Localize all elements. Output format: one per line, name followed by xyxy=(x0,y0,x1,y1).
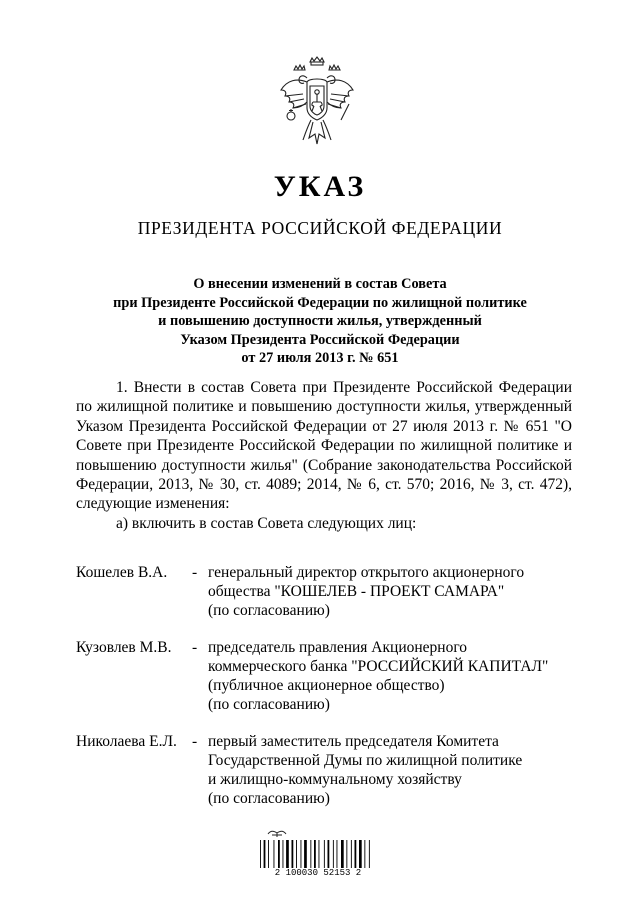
coat-of-arms-icon xyxy=(277,56,357,148)
title-line: при Президенте Российской Федерации по жилищной политике xyxy=(113,294,527,311)
subpoint-a: а) включить в состав Совета следующих лиц: xyxy=(116,514,417,532)
document-body xyxy=(76,378,572,533)
barcode-bar xyxy=(296,840,297,868)
barcode-bar xyxy=(286,840,289,868)
member-position-line: генеральный директор открытого акционерного xyxy=(208,564,525,581)
barcode-bar xyxy=(355,840,357,868)
title-line: Указом Президента Российской Федерации xyxy=(180,331,460,348)
member-position xyxy=(208,732,578,808)
member-position-line: первый заместитель председателя Комитета xyxy=(208,733,499,750)
member-position-line: Государственной Думы по жилищной политике xyxy=(208,752,523,769)
barcode-bar xyxy=(301,840,302,868)
barcode-bar xyxy=(359,840,362,868)
barcode-bar xyxy=(274,840,275,868)
barcode-bar xyxy=(260,840,261,868)
title-line: О внесении изменений в состав Совета xyxy=(193,276,447,292)
barcode-number: 2 100030 52153 2 xyxy=(274,868,362,878)
barcode-bar xyxy=(337,840,338,868)
barcode-bar xyxy=(324,840,325,868)
member-position-line: (по согласованию) xyxy=(208,696,330,713)
barcode-bar xyxy=(314,840,316,868)
paragraph-1: 1. Внести в состав Совета при Президенте Российской Федерации по жилищной политике и повышению доступности жилья, утвержденный Указом Президента Российской Федерации от 27 июля 2013 г. № 651 "О Совете при Президенте Российской Федерации по жилищной политике и повышению доступности жилья" (Собрание законодательства Российской Федерации, 2013, № 30, ст. 4089; 2014, № 6, ст. 570; 2016, № 3, ст. 472), следующие изменения: xyxy=(76,379,572,513)
member-position-line: и жилищно-коммунальному хозяйству xyxy=(208,771,462,788)
title-line: и повышению доступности жилья, утвержденный xyxy=(158,313,482,329)
member-position xyxy=(208,563,578,620)
member-name: Кузовлев М.В. xyxy=(76,639,172,656)
barcode-bar xyxy=(369,840,370,868)
member-position-line: (по согласованию) xyxy=(208,602,330,619)
member-position-line: (публичное акционерное общество) xyxy=(208,677,445,694)
barcode-bar xyxy=(333,840,334,868)
barcode-bar xyxy=(304,840,307,868)
barcode-bar xyxy=(264,840,266,868)
barcode-bar xyxy=(278,840,280,868)
barcode-bar xyxy=(351,840,352,868)
member-position-line: председатель правления Акционерного xyxy=(208,639,468,656)
barcode-bar xyxy=(292,840,294,868)
barcode-bar xyxy=(268,840,269,868)
barcode-bars xyxy=(258,840,378,868)
member-name: Николаева Е.Л. xyxy=(76,733,177,750)
small-eagle-icon xyxy=(266,826,288,838)
document-title xyxy=(70,275,570,368)
barcode-bar xyxy=(341,840,344,868)
member-position xyxy=(208,638,578,714)
document-issuer: ПРЕЗИДЕНТА РОССИЙСКОЙ ФЕДЕРАЦИИ xyxy=(137,218,503,238)
member-position-line: (по согласованию) xyxy=(208,790,330,807)
member-name: Кошелев В.А. xyxy=(76,564,168,581)
barcode-bar xyxy=(364,840,365,868)
barcode-bar xyxy=(283,840,284,868)
barcode xyxy=(258,826,378,884)
barcode-bar xyxy=(346,840,347,868)
member-dash: - xyxy=(192,564,198,581)
title-line: от 27 июля 2013 г. № 651 xyxy=(241,350,399,366)
member-dash: - xyxy=(192,639,198,656)
member-dash: - xyxy=(192,733,198,750)
member-position-line: коммерческого банка "РОССИЙСКИЙ КАПИТАЛ" xyxy=(208,658,549,675)
document-type: УКАЗ xyxy=(273,170,367,203)
barcode-bar xyxy=(319,840,320,868)
barcode-bar xyxy=(328,840,330,868)
barcode-bar xyxy=(310,840,311,868)
member-position-line: общества "КОШЕЛЕВ - ПРОЕКТ САМАРА" xyxy=(208,583,505,600)
